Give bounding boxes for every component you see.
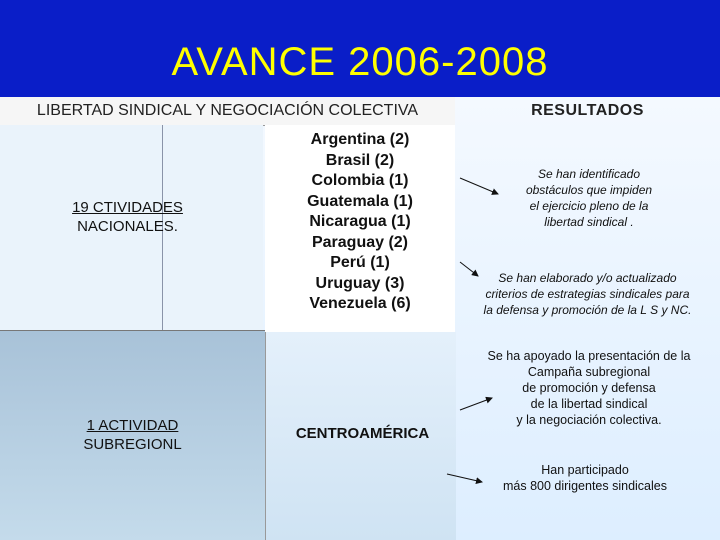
result-line: y la negociación colectiva. [516,413,662,427]
result-line: criterios de estrategias sindicales para [485,287,690,301]
country-item: Nicaragua (1) [309,213,411,230]
arrow-1 [460,178,498,194]
country-item: Colombia (1) [311,172,409,189]
country-item: Paraguay (2) [311,233,409,251]
country-item: Argentina (2) [310,131,410,148]
header-left: LIBERTAD SINDICAL Y NEGOCIACIÓN COLECTIVA [0,97,455,126]
result-line: Se han elaborado y/o actualizado [498,271,677,285]
country-item: Venezuela (6) [309,295,411,312]
page-title: AVANCE 2006-2008 [171,40,549,84]
result-line: libertad sindical . [544,215,634,229]
arrow-3 [460,398,492,410]
result-line: Se ha apoyado la presentación de la [487,349,691,363]
result-line: de promoción y defensa [522,381,656,395]
country-item: Uruguay (3) [315,274,405,292]
country-item: Guatemala (1) [307,192,413,210]
subregional-line1: 1 ACTIVIDAD [86,417,179,434]
national-line2: NACIONALES. [77,218,178,235]
country-item: Perú (1) [330,254,390,271]
result-line: obstáculos que impiden [525,183,653,197]
result-line: más 800 dirigentes sindicales [503,479,667,493]
result-line: el ejercicio pleno de la [529,199,649,213]
arrow-4 [447,474,482,482]
region-label: CENTROAMÉRICA [295,425,430,442]
header-right: RESULTADOS [531,102,644,119]
result-line: Han participado [541,463,629,477]
country-item: Brasil (2) [325,151,395,169]
result-line: la defensa y promoción de la L S y NC. [483,303,692,317]
national-line1: 19 CTIVIDADES [72,199,183,216]
result-line: Se han identificado [537,167,641,181]
arrow-2 [460,262,478,276]
result-line: Campaña subregional [527,365,651,379]
subregional-line2: SUBREGIONL [83,436,182,453]
result-line: de la libertad sindical [530,397,648,411]
